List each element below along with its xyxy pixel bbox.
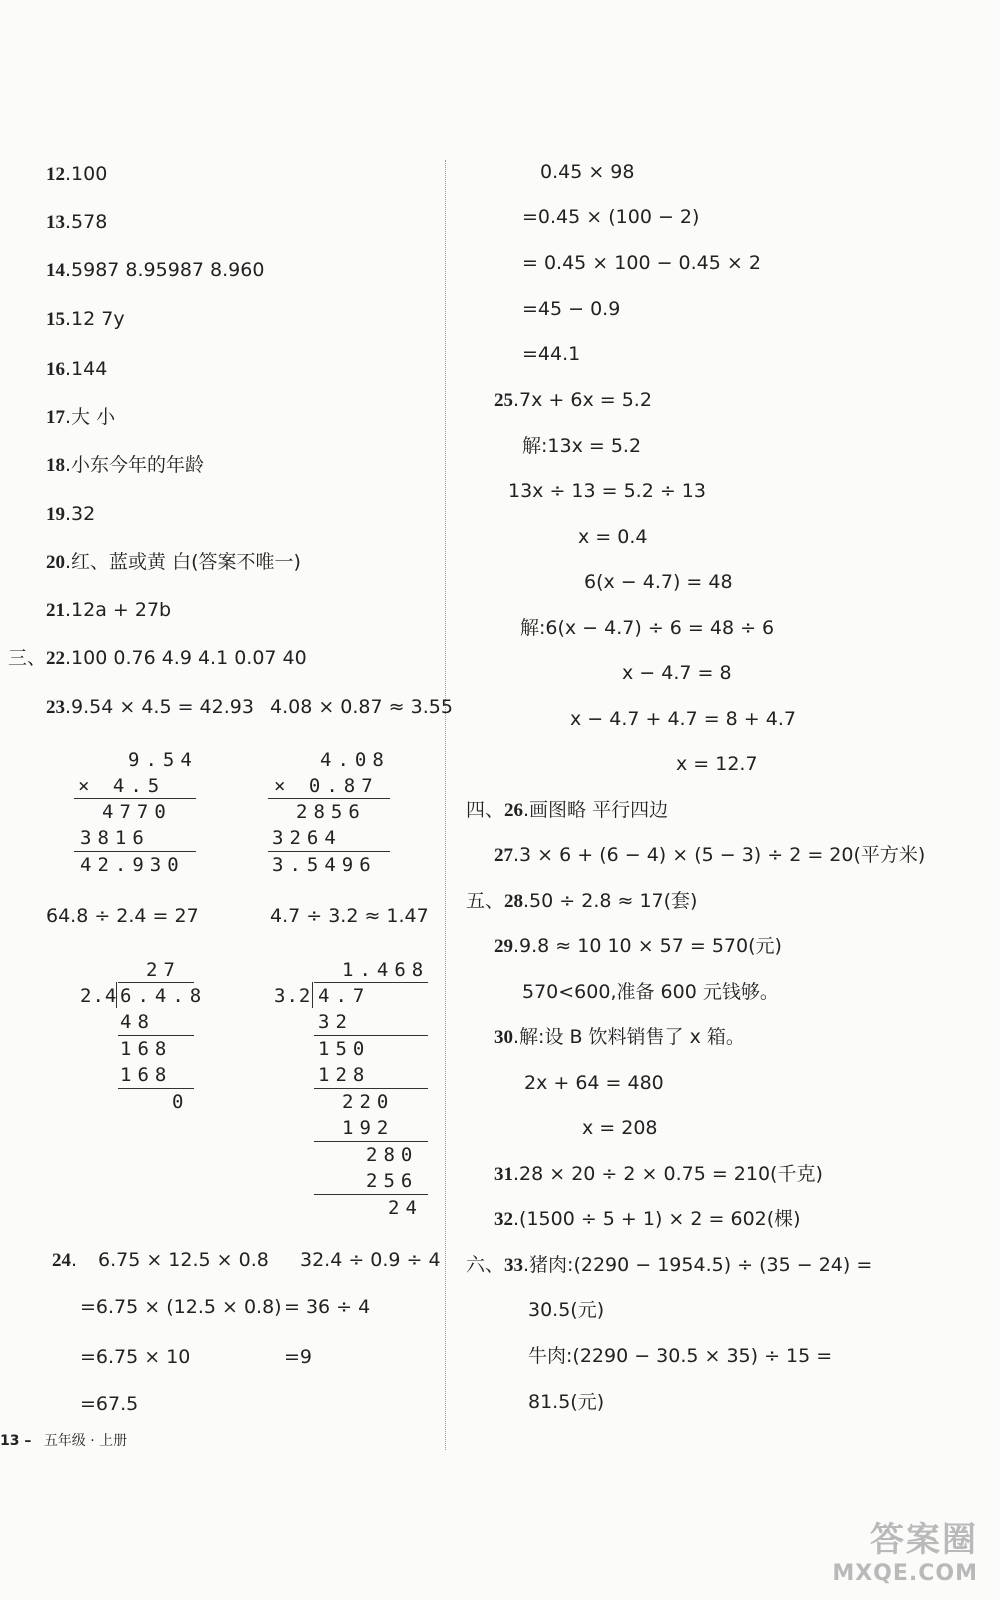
answer-32: 32.(1500 ÷ 5 + 1) × 2 = 602(棵) <box>494 1208 801 1230</box>
column-divider <box>445 160 446 1450</box>
mult1-rule2 <box>74 851 196 852</box>
div2-remainder: 24 <box>388 1197 423 1219</box>
answer-14: 14.5987 8.95987 8.960 <box>46 259 265 281</box>
div2-quotient: 1.468 <box>342 959 430 981</box>
equation-line: 13x ÷ 13 = 5.2 ÷ 13 <box>508 480 706 502</box>
answer-30: 30.解:设 B 饮料销售了 x 箱。 <box>494 1026 745 1048</box>
answer-23: 23.9.54 × 4.5 = 42.93 <box>46 696 254 718</box>
answer-15: 15.12 7y <box>46 308 125 330</box>
answer-16: 16.144 <box>46 358 108 380</box>
section-label: 四、 <box>466 799 505 821</box>
answer-24-a3: =6.75 × 10 <box>80 1346 191 1368</box>
div2-bar <box>314 982 428 983</box>
answer-24-b3: =9 <box>284 1346 313 1368</box>
division-eq-2: 4.7 ÷ 3.2 ≈ 1.47 <box>270 905 429 927</box>
answer-30-line3: x = 208 <box>582 1117 658 1139</box>
division-eq-1: 64.8 ÷ 2.4 = 27 <box>46 905 199 927</box>
answer-24-b2: = 36 ÷ 4 <box>284 1296 371 1318</box>
answer-27: 27.3 × 6 + (6 − 4) × (5 − 3) ÷ 2 = 20(平方米) <box>494 844 926 866</box>
answer-33-line2: 30.5(元) <box>528 1299 605 1321</box>
div1-dividend: 6.4.8 <box>120 985 208 1007</box>
answer-29: 29.9.8 ≈ 10 10 × 57 = 570(元) <box>494 935 782 957</box>
calc-line: 0.45 × 98 <box>540 161 635 183</box>
div2-step: 192 <box>342 1117 395 1139</box>
answer-22: 三、22.100 0.76 4.9 4.1 0.07 40 <box>8 647 307 669</box>
div1-bar <box>118 982 194 983</box>
mult2-result: 3.5496 <box>272 854 377 876</box>
mult1-partial2: 3816 <box>80 827 150 849</box>
mult1-multiplier: × 4.5 <box>78 775 166 797</box>
answer-19: 19.32 <box>46 503 96 525</box>
div1-rule <box>118 1035 194 1036</box>
answer-20: 20.红、蓝或黄 白(答案不唯一) <box>46 551 301 573</box>
div2-dividend: 4.7 <box>318 985 371 1007</box>
equation-line: x − 4.7 + 4.7 = 8 + 4.7 <box>570 708 796 730</box>
mult1-result: 42.930 <box>80 854 185 876</box>
mult2-rule <box>268 798 390 799</box>
answer-31: 31.28 × 20 ÷ 2 × 0.75 = 210(千克) <box>494 1163 823 1185</box>
answer-29-line2: 570<600,准备 600 元钱够。 <box>522 981 779 1003</box>
div2-step: 256 <box>366 1170 419 1192</box>
answer-17: 17.大 小 <box>46 406 116 428</box>
equation-line: 解:13x = 5.2 <box>522 435 642 457</box>
answer-24-a2: =6.75 × (12.5 × 0.8) <box>80 1296 282 1318</box>
div2-step: 32 <box>318 1011 353 1033</box>
answer-28: 五、28.50 ÷ 2.8 ≈ 17(套) <box>466 890 698 912</box>
div1-divisor: 2.4 <box>80 985 118 1007</box>
div2-bracket <box>312 982 313 1008</box>
div2-rule <box>314 1194 428 1195</box>
answer-24-a4: =67.5 <box>80 1393 139 1415</box>
calc-line: =0.45 × (100 − 2) <box>522 206 700 228</box>
div2-step: 150 <box>318 1038 371 1060</box>
mult1-partial1: 4770 <box>102 801 172 823</box>
div2-step: 128 <box>318 1064 371 1086</box>
mult1-top: 9.54 <box>128 749 198 771</box>
answer-12: 12.100 <box>46 163 108 185</box>
book-label: 五年级 · 上册 <box>43 1433 128 1449</box>
div1-quotient: 27 <box>146 959 181 981</box>
section-label: 五、 <box>466 890 505 912</box>
watermark <box>832 1512 978 1586</box>
page-footer <box>0 1430 127 1450</box>
answer-23-part2: 4.08 × 0.87 ≈ 3.55 <box>270 696 453 718</box>
answer-26: 四、26.画图略 平行四边 <box>466 799 669 821</box>
div2-divisor: 3.2 <box>274 985 312 1007</box>
mult2-partial2: 3264 <box>272 827 342 849</box>
answer-18: 18.小东今年的年龄 <box>46 454 205 476</box>
div2-rule <box>314 1141 428 1142</box>
equation-line: x = 0.4 <box>578 526 648 548</box>
answer-33: 六、33.猪肉:(2290 − 1954.5) ÷ (35 − 24) = <box>466 1254 873 1276</box>
div1-step: 48 <box>120 1011 155 1033</box>
answer-25: 25.7x + 6x = 5.2 <box>494 389 652 411</box>
answer-33-line3: 牛肉:(2290 − 30.5 × 35) ÷ 15 = <box>528 1345 833 1367</box>
div1-rule <box>118 1088 194 1089</box>
div1-step: 168 <box>120 1064 173 1086</box>
mult2-rule2 <box>268 851 390 852</box>
watermark-title: 答案圈 <box>870 1520 978 1560</box>
div1-remainder: 0 <box>172 1091 190 1113</box>
mult2-partial1: 2856 <box>296 801 366 823</box>
equation-line: 6(x − 4.7) = 48 <box>584 571 733 593</box>
page-number: 13 – <box>0 1433 32 1449</box>
answer-24-a1: 6.75 × 12.5 × 0.8 <box>98 1249 269 1271</box>
section-label: 六、 <box>466 1254 505 1276</box>
watermark-url: MXQE.COM <box>832 1561 978 1586</box>
equation-line: x = 12.7 <box>676 753 758 775</box>
answer-24-number: 24. <box>52 1249 78 1271</box>
div1-step: 168 <box>120 1038 173 1060</box>
calc-line: = 0.45 × 100 − 0.45 × 2 <box>522 252 761 274</box>
answer-30-line2: 2x + 64 = 480 <box>524 1072 664 1094</box>
equation-line: x − 4.7 = 8 <box>622 662 732 684</box>
calc-line: =45 − 0.9 <box>522 298 621 320</box>
mult2-multiplier: × 0.87 <box>274 775 379 797</box>
answer-21: 21.12a + 27b <box>46 599 172 621</box>
div2-step: 220 <box>342 1091 395 1113</box>
mult1-rule <box>74 798 196 799</box>
calc-line: =44.1 <box>522 343 581 365</box>
div2-step: 280 <box>366 1144 419 1166</box>
equation-line: 解:6(x − 4.7) ÷ 6 = 48 ÷ 6 <box>520 617 775 639</box>
div2-rule <box>314 1035 428 1036</box>
answer-33-line4: 81.5(元) <box>528 1391 605 1413</box>
section-label: 三、 <box>8 647 47 669</box>
answer-24-b1: 32.4 ÷ 0.9 ÷ 4 <box>300 1249 441 1271</box>
mult2-top: 4.08 <box>320 749 390 771</box>
answer-13: 13.578 <box>46 211 108 233</box>
div2-rule <box>314 1088 428 1089</box>
